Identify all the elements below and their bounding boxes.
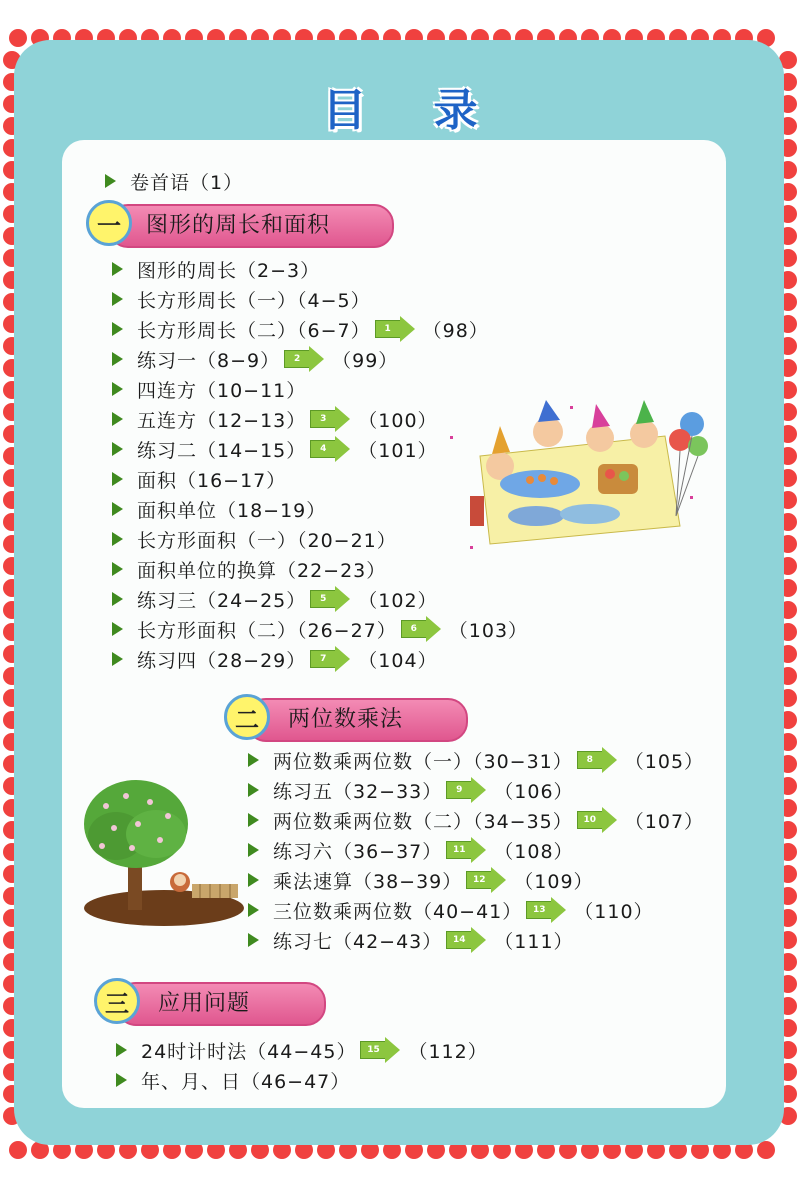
unit-number: 三 [94, 978, 140, 1024]
toc-item[interactable] [116, 1035, 488, 1065]
arrow-badge-number: 15 [360, 1041, 385, 1059]
bullet-triangle-icon [112, 412, 123, 426]
arrow-badge-number: 13 [526, 901, 551, 919]
arrow-badge-number: 10 [577, 811, 602, 829]
bullet-triangle-icon [105, 174, 116, 188]
toc-item-label: 长方形周长（二）（6−7） [137, 319, 371, 342]
toc-item[interactable] [112, 374, 306, 404]
arrow-badge-number: 1 [375, 320, 400, 338]
bullet-triangle-icon [112, 382, 123, 396]
arrow-head [551, 897, 566, 923]
arrow-icon [446, 777, 486, 803]
arrow-icon [310, 586, 350, 612]
bullet-triangle-icon [116, 1043, 127, 1057]
bullet-triangle-icon [248, 903, 259, 917]
arrow-head [602, 807, 617, 833]
arrow-badge-number: 11 [446, 841, 471, 859]
toc-item-label: 图形的周长（2−3） [137, 259, 321, 282]
bullet-triangle-icon [112, 292, 123, 306]
toc-item-label: 练习二（14−15） [137, 439, 307, 462]
toc-item[interactable] [112, 284, 371, 314]
bullet-triangle-icon [112, 532, 123, 546]
toc-item-label: 两位数乘两位数（一）（30−31） [273, 750, 573, 773]
bullet-triangle-icon [112, 472, 123, 486]
toc-item-label: 练习五（32−33） [273, 780, 443, 803]
arrow-head [400, 316, 415, 342]
arrow-badge-number: 9 [446, 781, 471, 799]
toc-item-label: 面积（16−17） [137, 469, 287, 492]
toc-item[interactable] [112, 254, 320, 284]
bullet-triangle-icon [248, 843, 259, 857]
exercise-page-ref: （99） [332, 349, 399, 372]
arrow-head [335, 406, 350, 432]
bullet-triangle-icon [112, 592, 123, 606]
arrow-head [471, 837, 486, 863]
border-dot [9, 29, 27, 47]
page-title-wrap [0, 74, 800, 138]
bullet-triangle-icon [112, 442, 123, 456]
arrow-badge-number: 4 [310, 440, 335, 458]
toc-item-label: 长方形面积（二）（26−27） [137, 619, 397, 642]
bullet-triangle-icon [248, 813, 259, 827]
bullet-triangle-icon [248, 933, 259, 947]
exercise-page-ref: （106） [494, 780, 574, 803]
toc-item[interactable] [112, 404, 438, 434]
arrow-badge-number: 5 [310, 590, 335, 608]
toc-item-label: 24时计时法（44−45） [141, 1040, 357, 1063]
toc-item-intro[interactable] [105, 166, 243, 196]
toc-item-label: 五连方（12−13） [137, 409, 307, 432]
arrow-icon [577, 747, 617, 773]
party-illustration [440, 396, 710, 556]
exercise-page-ref: （102） [358, 589, 438, 612]
bullet-triangle-icon [112, 622, 123, 636]
toc-item[interactable] [112, 464, 286, 494]
toc-item[interactable] [112, 644, 438, 674]
toc-item-label: 乘法速算（38−39） [273, 870, 463, 893]
arrow-icon [310, 646, 350, 672]
unit-1-header[interactable] [86, 200, 396, 248]
exercise-page-ref: （108） [494, 840, 574, 863]
page-title: 目 录 [322, 85, 504, 136]
arrow-icon [466, 867, 506, 893]
arrow-head [426, 616, 441, 642]
toc-item[interactable] [112, 314, 489, 344]
toc-item[interactable] [112, 554, 386, 584]
toc-item-label: 面积单位的换算（22−23） [137, 559, 387, 582]
border-dot [757, 1141, 775, 1159]
bullet-triangle-icon [112, 352, 123, 366]
arrow-badge-number: 7 [310, 650, 335, 668]
toc-item[interactable] [112, 434, 438, 464]
bullet-triangle-icon [112, 262, 123, 276]
arrow-head [385, 1037, 400, 1063]
arrow-head [471, 927, 486, 953]
exercise-page-ref: （110） [574, 900, 654, 923]
toc-item[interactable] [112, 344, 398, 374]
unit-2-header[interactable] [224, 694, 474, 742]
arrow-head [309, 346, 324, 372]
toc-item[interactable] [248, 805, 704, 835]
arrow-icon [577, 807, 617, 833]
toc-item-label: 练习三（24−25） [137, 589, 307, 612]
bullet-triangle-icon [112, 502, 123, 516]
toc-item[interactable] [112, 494, 326, 524]
unit-3-header[interactable] [94, 978, 334, 1026]
toc-item-label: 练习一（8−9） [137, 349, 281, 372]
toc-item-label: 两位数乘两位数（二）（34−35） [273, 810, 573, 833]
border-dot [9, 1141, 27, 1159]
toc-item[interactable] [248, 775, 574, 805]
arrow-badge-number: 2 [284, 350, 309, 368]
unit-title: 图形的周长和面积 [146, 213, 331, 238]
arrow-icon [360, 1037, 400, 1063]
exercise-page-ref: （100） [358, 409, 438, 432]
toc-item-label: 练习六（36−37） [273, 840, 443, 863]
exercise-page-ref: （103） [448, 619, 529, 642]
toc-item[interactable] [248, 835, 574, 865]
arrow-icon [401, 616, 441, 642]
toc-item[interactable] [248, 865, 594, 895]
exercise-page-ref: （109） [514, 870, 594, 893]
arrow-icon [310, 436, 350, 462]
arrow-badge-number: 14 [446, 931, 471, 949]
unit-title: 两位数乘法 [288, 707, 404, 732]
toc-item-label: 年、月、日（46−47） [141, 1070, 351, 1093]
bullet-triangle-icon [112, 652, 123, 666]
toc-item-label: 练习七（42−43） [273, 930, 443, 953]
arrow-badge-number: 8 [577, 751, 602, 769]
exercise-page-ref: （107） [624, 810, 705, 833]
unit-number: 二 [224, 694, 270, 740]
tree-illustration [76, 776, 246, 926]
unit-number: 一 [86, 200, 132, 246]
bullet-triangle-icon [248, 783, 259, 797]
exercise-page-ref: （105） [624, 750, 705, 773]
arrow-head [491, 867, 506, 893]
exercise-page-ref: （101） [358, 439, 438, 462]
arrow-icon [310, 406, 350, 432]
toc-item-label: 长方形周长（一）（4−5） [137, 289, 371, 312]
exercise-page-ref: （112） [408, 1040, 488, 1063]
toc-item-label: 练习四（28−29） [137, 649, 307, 672]
bullet-triangle-icon [112, 562, 123, 576]
exercise-page-ref: （98） [422, 319, 489, 342]
arrow-head [335, 586, 350, 612]
toc-item[interactable] [116, 1065, 350, 1095]
toc-item-label: 面积单位（18−19） [137, 499, 327, 522]
bullet-triangle-icon [248, 873, 259, 887]
arrow-badge-number: 6 [401, 620, 426, 638]
toc-item[interactable] [248, 925, 574, 955]
toc-item[interactable] [112, 524, 397, 554]
arrow-head [471, 777, 486, 803]
bullet-triangle-icon [112, 322, 123, 336]
arrow-head [602, 747, 617, 773]
exercise-page-ref: （111） [494, 930, 574, 953]
toc-item-label: 三位数乘两位数（40−41） [273, 900, 523, 923]
toc-item[interactable] [112, 614, 528, 644]
arrow-badge-number: 3 [310, 410, 335, 428]
exercise-page-ref: （104） [358, 649, 438, 672]
arrow-head [335, 646, 350, 672]
toc-item-label: 四连方（10−11） [137, 379, 307, 402]
arrow-badge-number: 12 [466, 871, 491, 889]
toc-item[interactable] [248, 745, 704, 775]
toc-item[interactable] [248, 895, 654, 925]
arrow-icon [375, 316, 415, 342]
bullet-triangle-icon [116, 1073, 127, 1087]
arrow-icon [526, 897, 566, 923]
arrow-head [335, 436, 350, 462]
arrow-icon [446, 837, 486, 863]
toc-item-label: 长方形面积（一）（20−21） [137, 529, 397, 552]
bullet-triangle-icon [248, 753, 259, 767]
unit-title: 应用问题 [158, 991, 251, 1016]
arrow-icon [284, 346, 324, 372]
toc-item[interactable] [112, 584, 438, 614]
arrow-icon [446, 927, 486, 953]
toc-item-label: 卷首语（1） [130, 171, 244, 194]
